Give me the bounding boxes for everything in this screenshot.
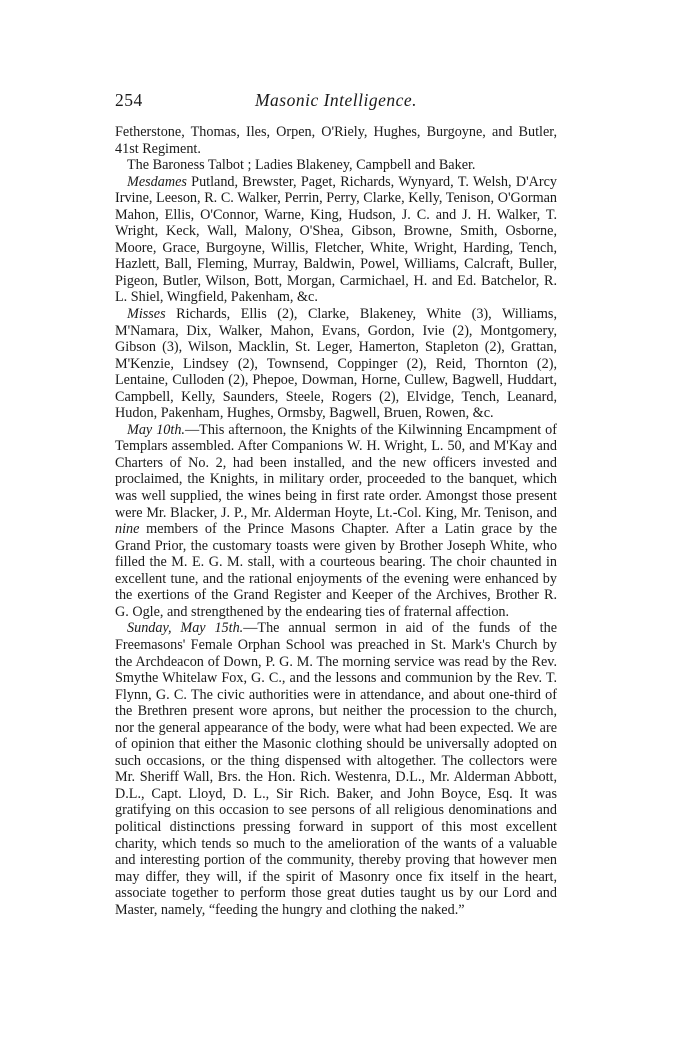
paragraph-may-15th [115, 620, 557, 918]
running-title: Masonic Intelligence. [254, 90, 418, 110]
paragraph-text: Putland, Brewster, Paget, Richards, Wynyard, T. Welsh, D'Arcy Irvine, Leeson, R. C. Walker, Perrin, Perry, Clarke, Kelly, Tenison, O'Gorman Mahon, Ellis, O'Connor, Warne, King, Hudson, J. C. and J. H. Walker, T. Wright, Keck, Wall, Malony, O'Shea, Gibson, Browne, Smith, Osborne, Moore, Grace, Burgoyne, Willis, Fletcher, White, Wright, Harding, Tench, Hazlett, Ball, Fleming, Murray, Baldwin, Powel, Williams, Calcraft, Buller, Pigeon, Butler, Wilson, Bott, Morgan, Carmichael, H. and Ed. Batchelor, R. L. Shiel, Wingfield, Pakenham, &c. [115, 173, 557, 306]
paragraph-italic-word: nine [115, 521, 140, 538]
paragraph-may-10th [115, 422, 557, 621]
paragraph-text: The Baroness Talbot ; Ladies Blakeney, Campbell and Baker. [127, 157, 476, 174]
page-header [115, 90, 557, 116]
paragraph-misses-list [115, 306, 557, 422]
paragraph-text-continued: members of the Prince Masons Chapter. After a Latin grace by the Grand Prior, the customary toasts were given by Brother Joseph White, who filled the M. E. G. M. stall, with a courteous bearing. The choir chaunted in excellent tune, and the rational enjoyments of the evening were enhanced by the exertions of the Grand Register and Keeper of the Archives, Brother R. G. Ogle, and strengthened by the endearing ties of fraternal affection. [115, 521, 557, 620]
paragraph-mesdames-list [115, 174, 557, 306]
paragraph-lead: Mesdames [127, 173, 187, 190]
page-number: 254 [115, 90, 143, 110]
paragraph-text: Fetherstone, Thomas, Iles, Orpen, O'Riely, Hughes, Burgoyne, and Butler, 41st Regiment. [115, 124, 557, 157]
article-body [115, 124, 557, 918]
paragraph-text: Richards, Ellis (2), Clarke, Blakeney, White (3), Williams, M'Namara, Dix, Walker, Mahon, Evans, Gordon, Ivie (2), Montgomery, Gibson (3), Wilson, Macklin, St. Leger, Hamerton, Stapleton (2), Grattan, M'Kenzie, Lindsey (2), Townsend, Coppinger (2), Reid, Thornton (2), Lentaine, Culloden (2), Phepoe, Dowman, Horne, Cullew, Bagwell, Huddart, Campbell, Kelly, Saunders, Steele, Rogers (2), Elvidge, Tench, Leanard, Hudon, Pakenham, Hughes, Ormsby, Bagwell, Bruen, Rowen, &c. [115, 306, 557, 422]
paragraph-lead: Sunday, May 15th. [127, 620, 244, 637]
paragraph-ladies-list [115, 157, 557, 174]
paragraph-text: —The annual sermon in aid of the funds of the Freemasons' Female Orphan School was preached in St. Mark's Church by the Archdeacon of Down, P. G. M. The morning service was read by the Rev. Smythe Whitelaw Fox, G. C., and the lessons and communion by the Rev. T. Flynn, G. C. The civic authorities were in attendance, and about one-third of the Brethren present wore aprons, but neither the procession to the church, nor the general appearance of the body, were what had been expected. We are of opinion that either the Masonic clothing should be universally adopted on such occasions, or the thing dispensed with altogether. The collectors were Mr. Sheriff Wall, Brs. the Hon. Rich. Westenra, D.L., Mr. Alderman Abbott, D.L., Capt. Lloyd, D. L., Sir Rich. Baker, and John Boyce, Esq. It was gratifying on this occasion to see persons of all religious denominations and political distinctions pressing forward in support of this most excellent charity, which tends so much to the amelioration of the wants of a valuable and interesting portion of the community, thereby proving that however men may differ, they will, if the spirit of Masonry once fix itself in the heart, associate together to perform those great duties taught us by our Lord and Master, namely, “feeding the hungry and clothing the naked.” [115, 620, 557, 918]
paragraph-text: —This afternoon, the Knights of the Kilwinning Encampment of Templars assembled. After Companions W. H. Wright, L. 50, and M'Kay and Charters of No. 2, had been installed, and the new officers invested and proclaimed, the Knights, in military order, proceeded to the banquet, which was well supplied, the wines being in first rate order. Amongst those present were Mr. Blacker, J. P., Mr. Alderman Hoyte, Lt.-Col. King, Mr. Tenison, and [115, 421, 557, 521]
paragraph-lead: May 10th. [127, 421, 185, 438]
paragraph-lead: Misses [127, 306, 166, 323]
paragraph-regiment-list [115, 124, 557, 157]
